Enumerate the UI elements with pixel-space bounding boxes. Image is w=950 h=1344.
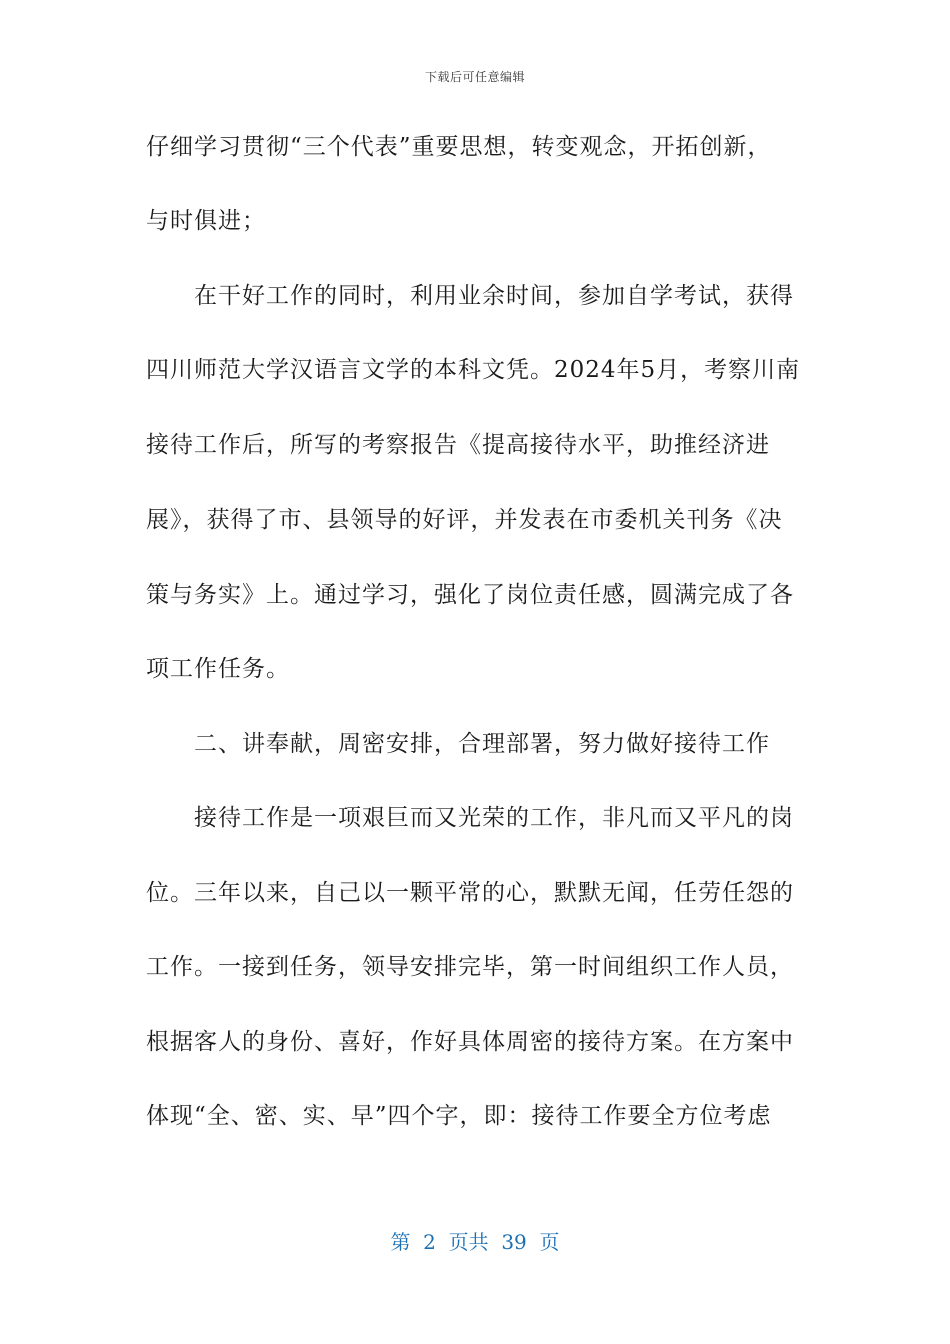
paragraph-line: 根据客人的身份、喜好，作好具体周密的接待方案。在方案中 xyxy=(146,1029,794,1055)
paragraph-line: 在干好工作的同时，利用业余时间，参加自学考试，获得 xyxy=(146,283,794,309)
paragraph-line: 体现“全、密、实、早”四个字，即：接待工作要全方位考虑 xyxy=(146,1103,772,1129)
paragraph-line: 策与务实》上。通过学习，强化了岗位责任感，圆满完成了各 xyxy=(146,582,794,608)
paragraph-line: 工作。一接到任务，领导安排完毕，第一时间组织工作人员， xyxy=(146,954,794,980)
page-number-footer: 第 2 页共 39 页 xyxy=(390,1230,560,1254)
section-heading: 二、讲奉献，周密安排，合理部署，努力做好接待工作 xyxy=(146,731,770,757)
paragraph-line: 位。三年以来，自己以一颗平常的心，默默无闻，任劳任怨的 xyxy=(146,880,794,906)
paragraph-line: 接待工作是一项艰巨而又光荣的工作，非凡而又平凡的岗 xyxy=(146,805,794,831)
paragraph-line: 与时俱进； xyxy=(146,208,266,234)
page-header: 下载后可任意编辑 xyxy=(424,70,525,84)
paragraph-line: 接待工作后，所写的考察报告《提高接待水平，助推经济进 xyxy=(146,432,770,458)
paragraph-line: 仔细学习贯彻“三个代表”重要思想，转变观念，开拓创新， xyxy=(146,134,772,160)
paragraph-line: 四川师范大学汉语言文学的本科文凭。2024年5月，考察川南 xyxy=(146,357,801,383)
paragraph-line: 展》，获得了市、县领导的好评，并发表在市委机关刊务《决 xyxy=(146,507,783,533)
paragraph-line: 项工作任务。 xyxy=(146,656,290,682)
